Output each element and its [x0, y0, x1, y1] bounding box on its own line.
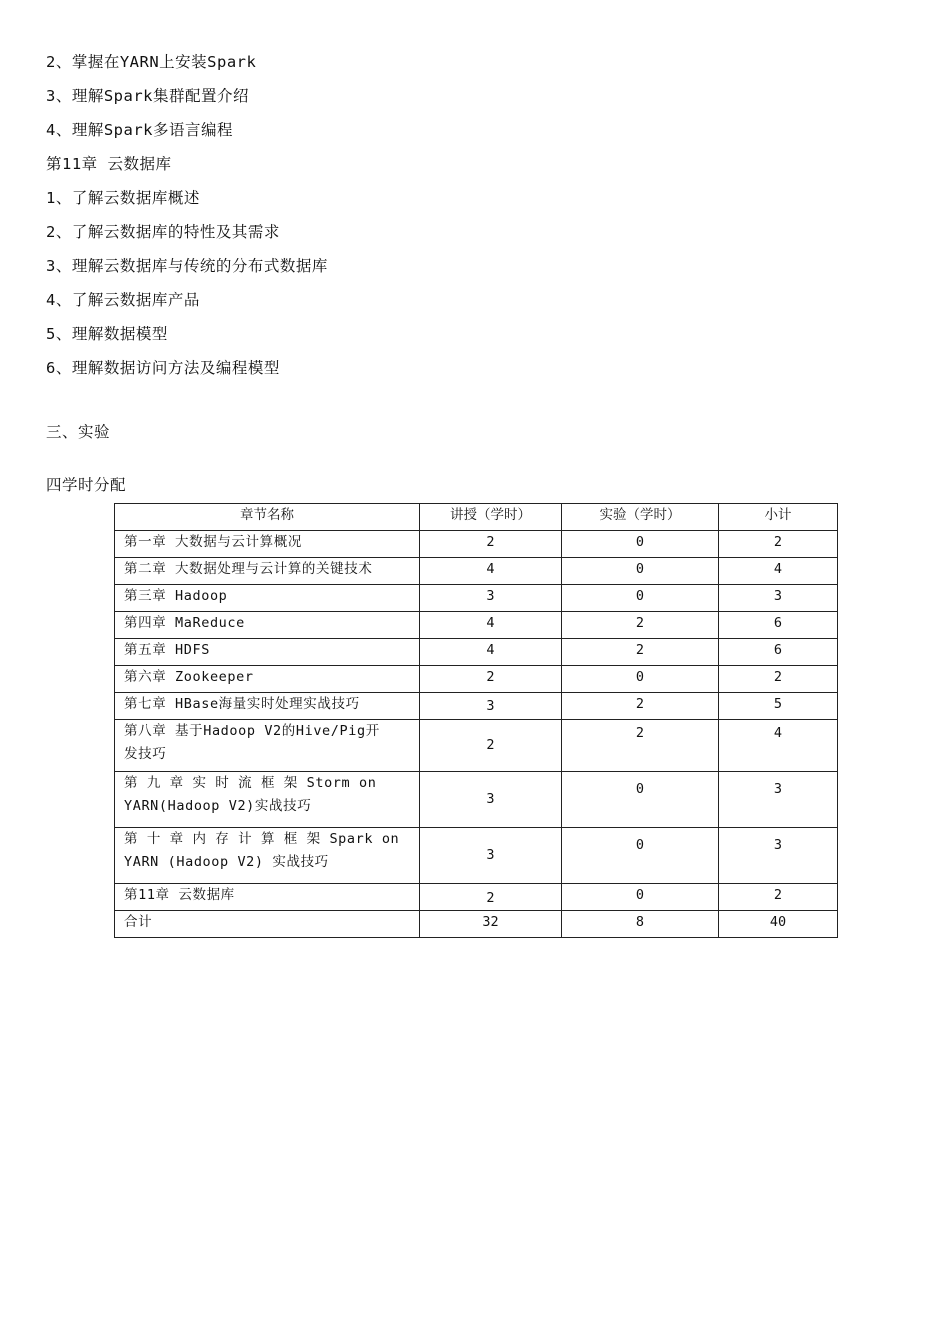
- lab-hours-cell: 2: [562, 639, 719, 666]
- table-row: [115, 720, 838, 772]
- lecture-hours-cell: 4: [420, 612, 562, 639]
- objective-line: 2、了解云数据库的特性及其需求: [46, 223, 280, 241]
- header-lab-hours: 实验（学时）: [562, 504, 719, 531]
- subtotal-cell: 3: [719, 585, 838, 612]
- lab-hours-cell: 0: [562, 884, 719, 911]
- subtotal-cell: 2: [719, 884, 838, 911]
- section-experiment-heading: 三、实验: [46, 423, 111, 441]
- header-chapter-name: 章节名称: [115, 504, 420, 531]
- objective-line: 5、理解数据模型: [46, 325, 168, 343]
- table-row: [115, 531, 838, 558]
- chapter-name-line: 第 十 章 内 存 计 算 框 架 Spark on: [124, 831, 400, 847]
- lecture-hours-cell: 2: [420, 531, 562, 558]
- header-subtotal: 小计: [719, 504, 838, 531]
- chapter-name-cell: 第四章 MaReduce: [115, 612, 420, 639]
- lab-hours-cell: 2: [562, 612, 719, 639]
- chapter-name-cell: [115, 828, 420, 884]
- chapter-name-cell: 第五章 HDFS: [115, 639, 420, 666]
- chapter-name-cell: 第二章 大数据处理与云计算的关键技术: [115, 558, 420, 585]
- lecture-hours-cell: 3: [420, 772, 562, 828]
- chapter-name-line: 发技巧: [124, 746, 167, 762]
- subtotal-cell: 2: [719, 666, 838, 693]
- lecture-hours-cell: 3: [420, 585, 562, 612]
- table-row: [115, 693, 838, 720]
- objective-line: 3、理解Spark集群配置介绍: [46, 87, 249, 105]
- table-row: [115, 666, 838, 693]
- table-row: [115, 772, 838, 828]
- lab-hours-total-cell: 8: [562, 911, 719, 938]
- lecture-hours-cell: 3: [420, 693, 562, 720]
- lab-hours-cell: 0: [562, 585, 719, 612]
- lecture-hours-cell: 2: [420, 884, 562, 911]
- table-row: [115, 639, 838, 666]
- objective-line: 4、理解Spark多语言编程: [46, 121, 233, 139]
- chapter-heading: 第11章 云数据库: [46, 155, 172, 173]
- table-row: [115, 612, 838, 639]
- subtotal-cell: 6: [719, 639, 838, 666]
- objective-line: 2、掌握在YARN上安装Spark: [46, 53, 257, 71]
- subtotal-cell: 6: [719, 612, 838, 639]
- chapter-name-line: YARN (Hadoop V2) 实战技巧: [124, 854, 329, 870]
- lecture-hours-total-cell: 32: [420, 911, 562, 938]
- chapter-name-cell: [115, 720, 420, 772]
- total-label-cell: 合计: [115, 911, 420, 938]
- table-row: [115, 558, 838, 585]
- table-header-row: [115, 504, 838, 531]
- objective-line: 1、了解云数据库概述: [46, 189, 200, 207]
- table-row: [115, 828, 838, 884]
- header-lecture-hours: 讲授（学时）: [420, 504, 562, 531]
- lab-hours-cell: 0: [562, 558, 719, 585]
- lab-hours-cell: 0: [562, 531, 719, 558]
- lab-hours-cell: 2: [562, 720, 719, 772]
- lecture-hours-cell: 2: [420, 720, 562, 772]
- subtotal-cell: 3: [719, 772, 838, 828]
- table-row: [115, 585, 838, 612]
- table-row: [115, 884, 838, 911]
- subtotal-cell: 4: [719, 720, 838, 772]
- lecture-hours-cell: 4: [420, 639, 562, 666]
- chapter-name-cell: 第三章 Hadoop: [115, 585, 420, 612]
- lab-hours-cell: 0: [562, 828, 719, 884]
- objective-line: 6、理解数据访问方法及编程模型: [46, 359, 280, 377]
- subtotal-cell: 4: [719, 558, 838, 585]
- chapter-name-cell: 第七章 HBase海量实时处理实战技巧: [115, 693, 420, 720]
- objective-line: 4、了解云数据库产品: [46, 291, 200, 309]
- lab-hours-cell: 0: [562, 666, 719, 693]
- table-row-total: [115, 911, 838, 938]
- hours-allocation-table: [114, 503, 838, 938]
- lab-hours-cell: 2: [562, 693, 719, 720]
- chapter-name-cell: [115, 772, 420, 828]
- lab-hours-cell: 0: [562, 772, 719, 828]
- chapter-name-cell: 第六章 Zookeeper: [115, 666, 420, 693]
- chapter-name-line: 第八章 基于Hadoop V2的Hive/Pig开: [124, 723, 380, 739]
- subtotal-cell: 2: [719, 531, 838, 558]
- lecture-hours-cell: 2: [420, 666, 562, 693]
- objective-line: 3、理解云数据库与传统的分布式数据库: [46, 257, 328, 275]
- chapter-name-line: YARN(Hadoop V2)实战技巧: [124, 798, 312, 814]
- subtotal-cell: 5: [719, 693, 838, 720]
- chapter-name-cell: 第11章 云数据库: [115, 884, 420, 911]
- lecture-hours-cell: 3: [420, 828, 562, 884]
- grand-total-cell: 40: [719, 911, 838, 938]
- lecture-hours-cell: 4: [420, 558, 562, 585]
- chapter-name-line: 第 九 章 实 时 流 框 架 Storm on: [124, 775, 377, 791]
- chapter-name-cell: 第一章 大数据与云计算概况: [115, 531, 420, 558]
- subtotal-cell: 3: [719, 828, 838, 884]
- section-hours-heading: 四学时分配: [46, 476, 127, 494]
